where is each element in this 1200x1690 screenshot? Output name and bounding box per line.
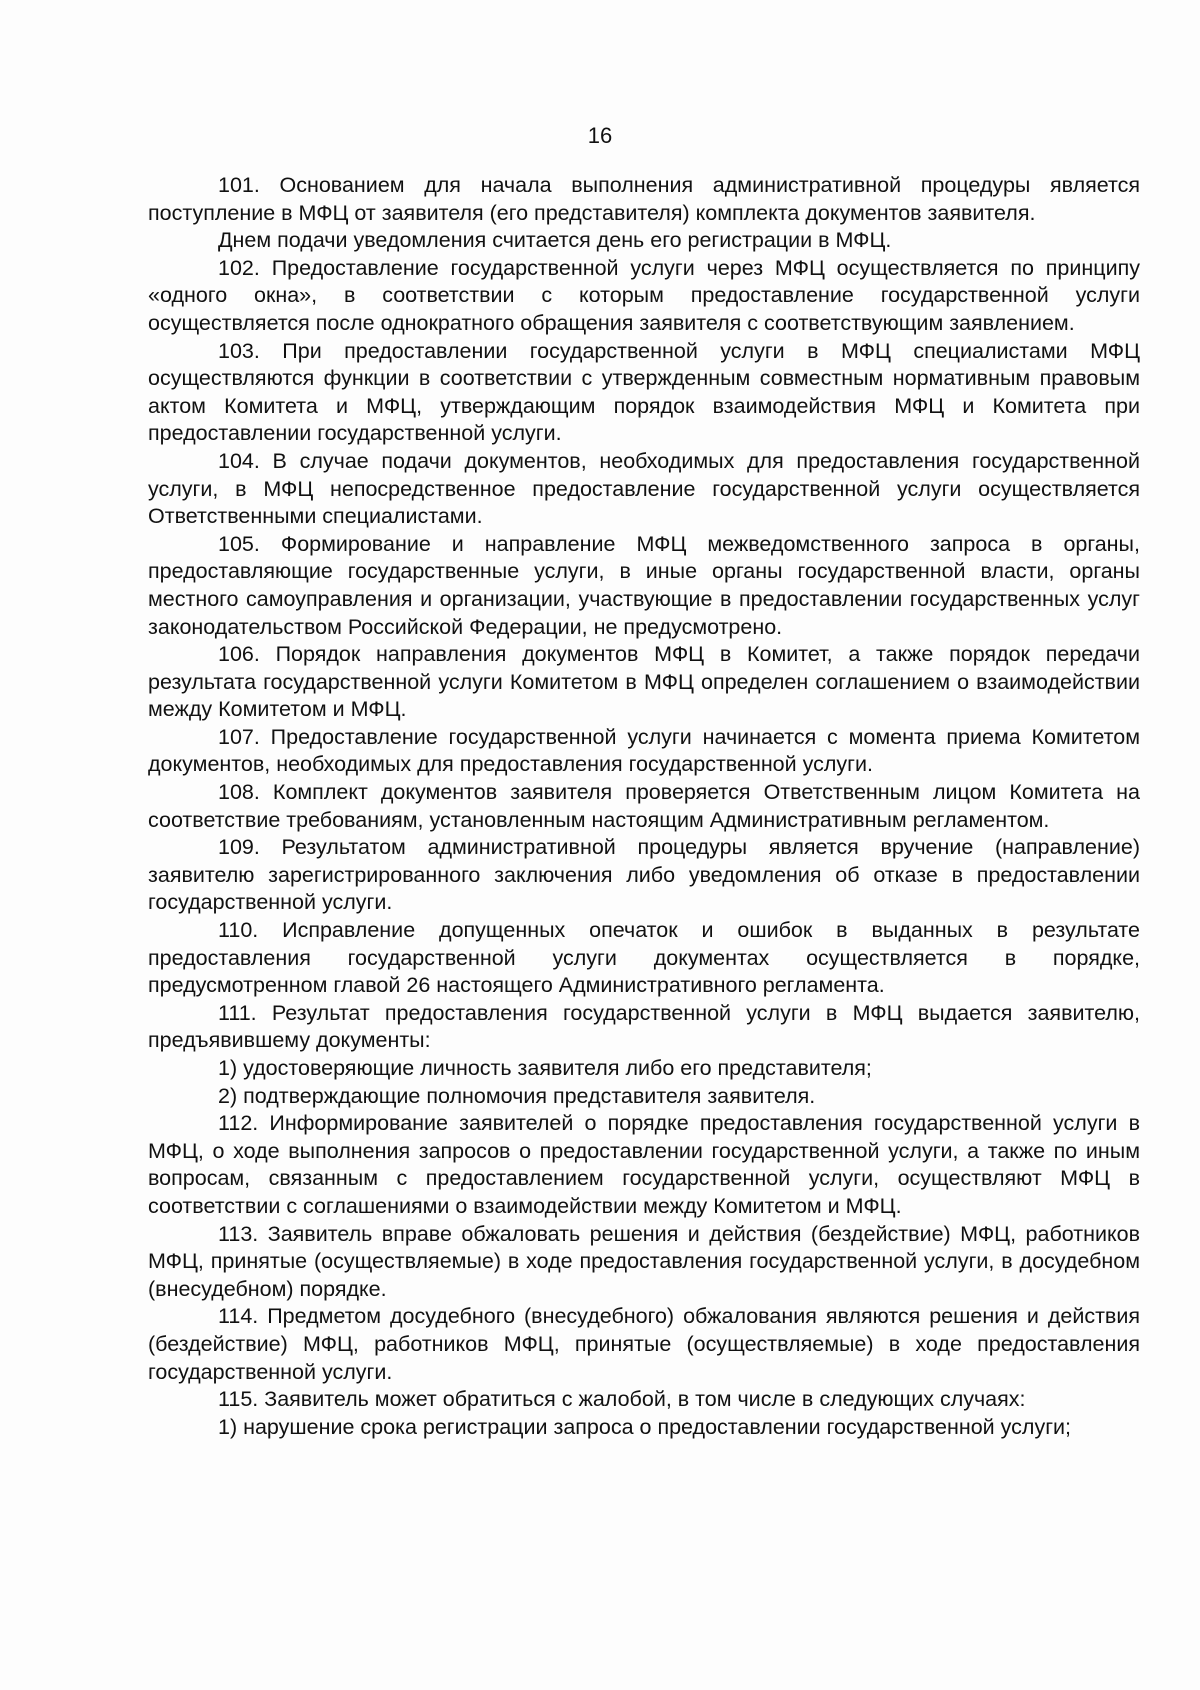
paragraph-105: 105. Формирование и направление МФЦ межведомственного запроса в органы, предоставляющие государственные услуги, в иные органы государственной власти, органы местного самоуправления и организации, участвующие в предоставлении государственных услуг законодательством Российской Федерации, не предусмотрено.	[148, 531, 1140, 639]
paragraph-107: 107. Предоставление государственной услуги начинается с момента приема Комитетом документов, необходимых для предоставления государственной услуги.	[148, 724, 1140, 777]
paragraph-114: 114. Предметом досудебного (внесудебного) обжалования являются решения и действия (бездействие) МФЦ, работников МФЦ, принятые (осуществляемые) в ходе предоставления государственной услуги.	[148, 1304, 1140, 1384]
list-item-115-1: 1) нарушение срока регистрации запроса о предоставлении государственной услуги;	[218, 1414, 1072, 1439]
paragraph-111: 111. Результат предоставления государственной услуги в МФЦ выдается заявителю, предъявившему документы:	[148, 1000, 1140, 1053]
paragraph-108: 108. Комплект документов заявителя проверяется Ответственным лицом Комитета на соответствие требованиям, установленным настоящим Административным регламентом.	[148, 780, 1140, 832]
paragraph-102: 102. Предоставление государственной услуги через МФЦ осуществляется по принципу «одного окна», в соответствии с которым предоставление государственной услуги осуществляется после однократного обращения заявителя с соответствующим заявлением.	[148, 255, 1140, 335]
paragraph-112: 112. Информирование заявителей о порядке предоставления государственной услуги в МФЦ, о ходе выполнения запросов о предоставлении государственной услуги, а также по иным вопросам, связанным с предоставлением государственной услуги, осуществляют МФЦ в соответствии с соглашениями о взаимодействии между Комитетом и МФЦ.	[148, 1111, 1140, 1218]
paragraph-101-note: Днем подачи уведомления считается день его регистрации в МФЦ.	[218, 228, 892, 253]
paragraph-103: 103. При предоставлении государственной услуги в МФЦ специалистами МФЦ осуществляются функции в соответствии с утвержденным совместным нормативным правовым актом Комитета и МФЦ, утверждающим порядок взаимодействия МФЦ и Комитета при предоставлении государственной услуги.	[148, 338, 1140, 446]
paragraph-115: 115. Заявитель может обратиться с жалобой, в том числе в следующих случаях:	[218, 1387, 1026, 1412]
page-number: 16	[587, 123, 613, 148]
paragraph-104: 104. В случае подачи документов, необходимых для предоставления государственной услуги, в МФЦ непосредственное предоставление государственной услуги осуществляется Ответственными специалистами.	[148, 448, 1140, 529]
paragraph-106: 106. Порядок направления документов МФЦ в Комитет, а также порядок передачи результата государственной услуги Комитетом в МФЦ определен соглашением о взаимодействии между Комитетом и МФЦ.	[148, 642, 1140, 722]
paragraph-101: 101. Основанием для начала выполнения административной процедуры является поступление в МФЦ от заявителя (его представителя) комплекта документов заявителя.	[148, 173, 1140, 225]
paragraph-110: 110. Исправление допущенных опечаток и ошибок в выданных в результате предоставления государственной услуги документах осуществляется в порядке, предусмотренном главой 26 настоящего Административного регламента.	[148, 918, 1140, 998]
list-item-111-1: 1) удостоверяющие личность заявителя либо его представителя;	[218, 1056, 872, 1080]
paragraph-109: 109. Результатом административной процедуры является вручение (направление) заявителю зарегистрированного заключения либо уведомления об отказе в предоставлении государственной услуги.	[148, 835, 1140, 915]
list-item-111-2: 2) подтверждающие полномочия представителя заявителя.	[218, 1083, 816, 1108]
document-body	[148, 172, 1140, 1441]
paragraph-113: 113. Заявитель вправе обжаловать решения и действия (бездействие) МФЦ, работников МФЦ, принятые (осуществляемые) в ходе предоставления государственной услуги, в досудебном (внесудебном) порядке.	[148, 1221, 1140, 1301]
